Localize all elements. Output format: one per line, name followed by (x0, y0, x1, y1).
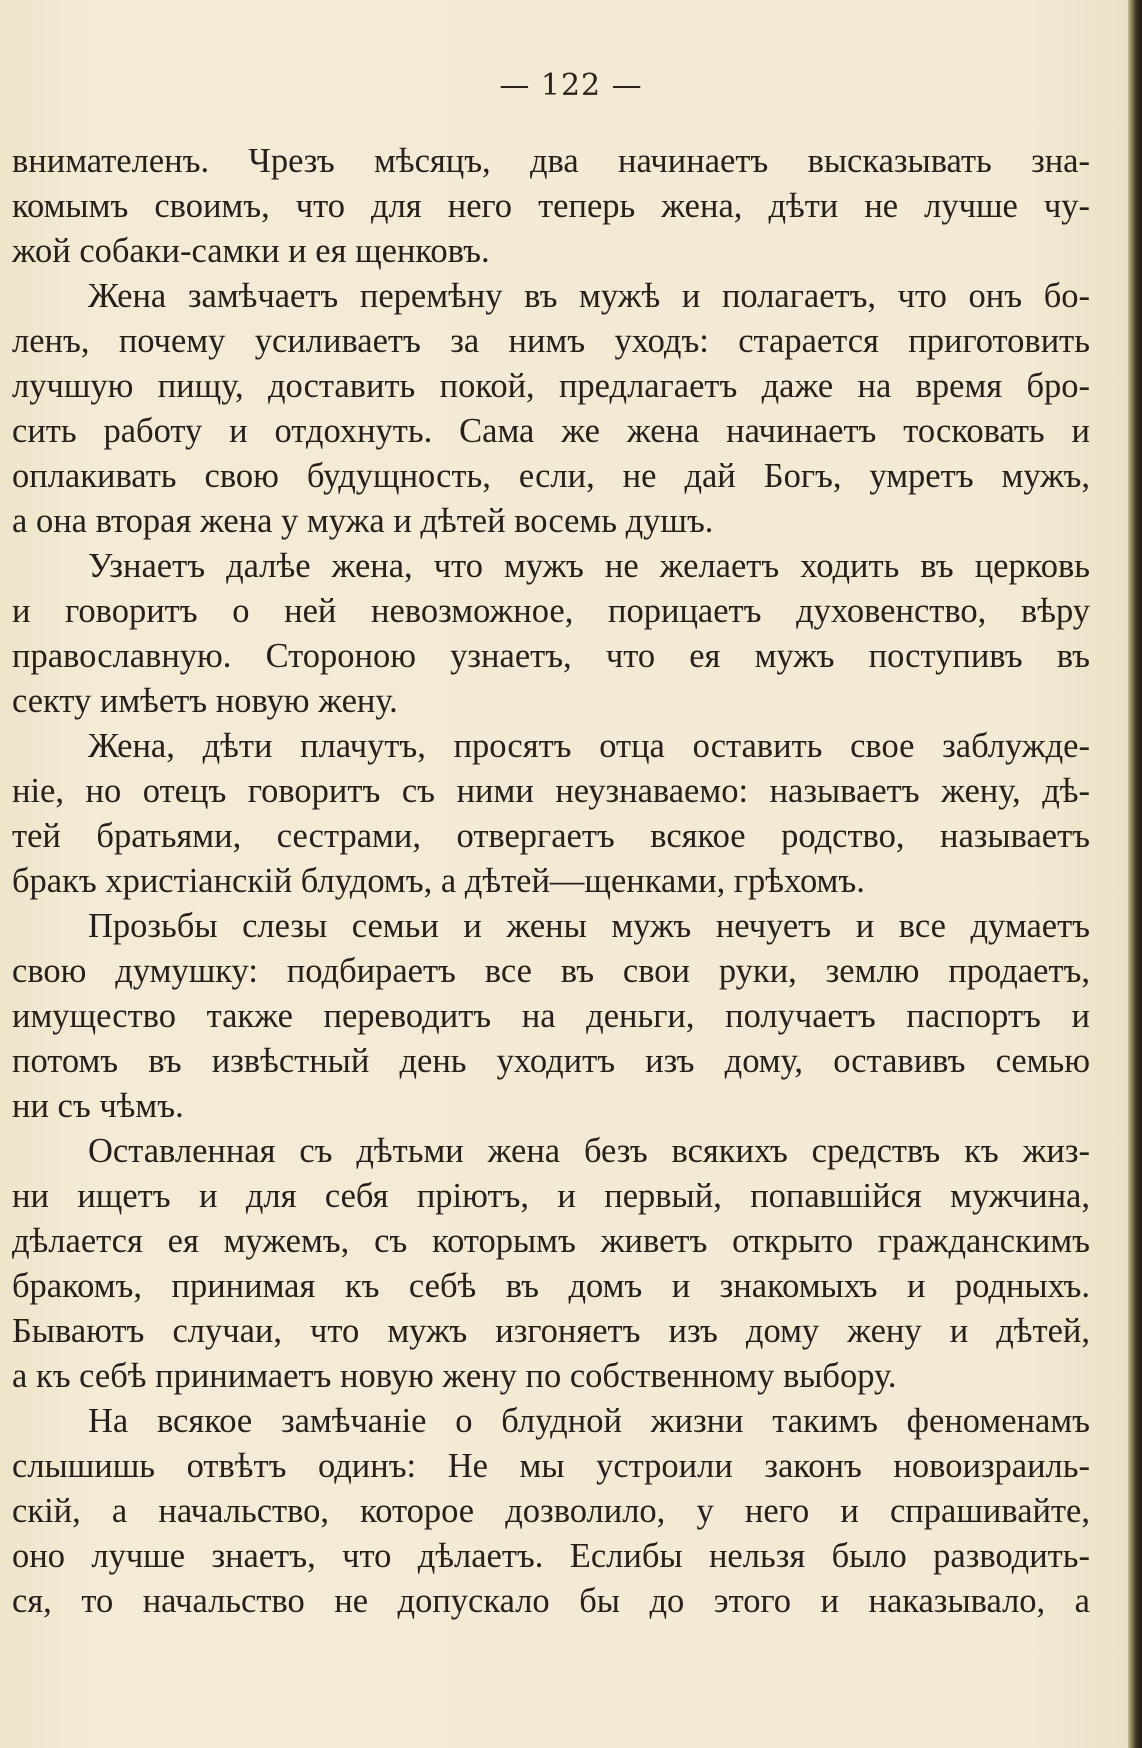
text-line: и говоритъ о ней невозможное, порицаетъ духовенство, вѣру (12, 592, 1090, 630)
text-line: Оставленная съ дѣтьми жена безъ всякихъ средствъ къ жиз- (88, 1132, 1090, 1170)
text-line: свою думушку: подбираетъ все въ свои руки, землю продаетъ, (12, 952, 1090, 990)
text-line: дѣлается ея мужемъ, съ которымъ живетъ открыто гражданскимъ (12, 1222, 1090, 1260)
text-line: потомъ въ извѣстный день уходитъ изъ дому, оставивъ семью (12, 1042, 1090, 1080)
text-line: оплакивать свою будущность, если, не дай Богъ, умретъ мужъ, (12, 457, 1090, 495)
text-line: тей братьями, сестрами, отвергаетъ всякое родство, называетъ (12, 817, 1090, 855)
text-line: Прозьбы слезы семьи и жены мужъ нечуетъ и все думаетъ (88, 907, 1090, 945)
text-line: жой собаки-самки и ея щенковъ. (12, 232, 490, 270)
text-line: комымъ своимъ, что для него теперь жена, дѣти не лучше чу- (12, 187, 1090, 225)
text-line: секту имѣетъ новую жену. (12, 682, 398, 720)
text-line: ни съ чѣмъ. (12, 1087, 184, 1125)
text-line: православную. Стороною узнаетъ, что ея мужъ поступивъ въ (12, 637, 1090, 675)
text-line: ни ищетъ и для себя пріютъ, и первый, попавшійся мужчина, (12, 1177, 1090, 1215)
body-text (12, 139, 1090, 1624)
text-line: а она вторая жена у мужа и дѣтей восемь душъ. (12, 502, 714, 540)
text-line: ніе, но отецъ говоритъ съ ними неузнаваемо: называетъ жену, дѣ- (12, 772, 1090, 810)
text-line: лучшую пищу, доставить покой, предлагаетъ даже на время бро- (12, 367, 1090, 405)
text-line: оно лучше знаетъ, что дѣлаетъ. Еслибы нельзя было разводить- (12, 1537, 1090, 1575)
text-line: ленъ, почему усиливаетъ за нимъ уходъ: старается приготовить (12, 322, 1090, 360)
page-number: — 122 — (499, 68, 643, 103)
text-line: ся, то начальство не допускало бы до этого и наказывало, а (12, 1582, 1090, 1620)
text-line: внимателенъ. Чрезъ мѣсяцъ, два начинаетъ высказывать зна- (12, 142, 1090, 180)
text-line: Узнаетъ далѣе жена, что мужъ не желаетъ ходить въ церковь (88, 547, 1090, 585)
text-line: Бываютъ случаи, что мужъ изгоняетъ изъ дому жену и дѣтей, (12, 1312, 1090, 1350)
page-binding-edge (1128, 0, 1142, 1748)
text-line: Жена замѣчаетъ перемѣну въ мужѣ и полагаетъ, что онъ бо- (88, 277, 1090, 315)
text-line: бракомъ, принимая къ себѣ въ домъ и знакомыхъ и родныхъ. (12, 1267, 1090, 1305)
text-line: слышишь отвѣтъ одинъ: Не мы устроили законъ новоизраиль- (12, 1447, 1090, 1485)
text-line: сить работу и отдохнуть. Сама же жена начинаетъ тосковать и (12, 412, 1090, 450)
text-line: На всякое замѣчаніе о блудной жизни такимъ феноменамъ (88, 1402, 1090, 1440)
text-line: бракъ христіанскій блудомъ, а дѣтей—щенками, грѣхомъ. (12, 862, 865, 900)
text-line: имущество также переводитъ на деньги, получаетъ паспортъ и (12, 997, 1090, 1035)
text-line: Жена, дѣти плачутъ, просятъ отца оставить свое заблужде- (88, 727, 1090, 765)
text-line: а къ себѣ принимаетъ новую жену по собственному выбору. (12, 1357, 897, 1395)
text-line: скій, а начальство, которое дозволило, у него и спрашивайте, (12, 1492, 1090, 1530)
